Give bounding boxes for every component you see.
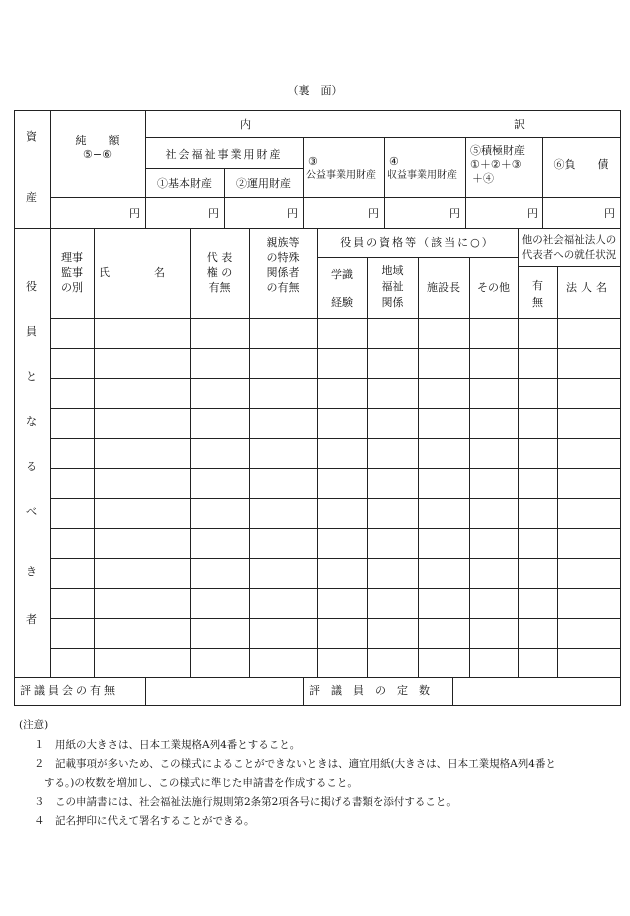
profit-property-label: 収益事業用財産 bbox=[387, 170, 457, 181]
public-property-label: 公益事業用財産 bbox=[306, 170, 376, 181]
assets-label: 資 bbox=[26, 130, 37, 143]
note-2a: ２ 記載事項が多いため、この様式によることができないときは、適宜用紙(大きさは、日本工業規格A列4番と bbox=[34, 758, 556, 770]
officers-char: 役 bbox=[26, 280, 37, 293]
yen-basic: 円 bbox=[208, 207, 219, 220]
col-relative-3: 関係者 bbox=[266, 266, 300, 279]
note-4: ４ 記名押印に代えて署名することができる。 bbox=[34, 815, 255, 827]
breakdown-label-yaku: 訳 bbox=[514, 118, 525, 131]
qual-facility-head: 施設長 bbox=[427, 281, 460, 294]
active-property-label: ⑤積極財産 bbox=[470, 144, 525, 157]
note-1: １ 用紙の大きさは、日本工業規格A列4番とすること。 bbox=[34, 739, 301, 751]
presence-label-1: 有 bbox=[532, 279, 543, 292]
qual-scholar-1: 学識 bbox=[331, 268, 353, 281]
col-rep-3: 有無 bbox=[208, 281, 231, 294]
col-rep-1: 代 表 bbox=[206, 251, 233, 264]
col-relative-2: の特殊 bbox=[266, 251, 300, 264]
councilor-presence-label: 評議員会の有無 bbox=[20, 684, 118, 697]
yen-active: 円 bbox=[527, 207, 538, 220]
note-2b: する。)の枚数を増加し、この様式に準じた申請書を作成すること。 bbox=[44, 777, 358, 789]
side-label: （裏 面） bbox=[287, 84, 343, 97]
col-type-2: 監事 bbox=[61, 266, 83, 279]
net-amount-label: 純 額 bbox=[75, 134, 120, 147]
col-type-1: 理事 bbox=[61, 251, 83, 264]
qual-local-3: 関係 bbox=[381, 296, 404, 309]
active-property-formula-2: ＋④ bbox=[472, 172, 494, 185]
officers-char: と bbox=[26, 370, 37, 383]
corp-name-header: 法人名 bbox=[566, 281, 611, 294]
assets-label-2: 産 bbox=[26, 191, 37, 204]
col-type-3: の別 bbox=[61, 281, 83, 294]
profit-property-number: ④ bbox=[389, 155, 399, 168]
operating-property-label: ②運用財産 bbox=[236, 177, 291, 190]
basic-property-label: ①基本財産 bbox=[157, 177, 212, 190]
net-amount-formula: ⑤−⑥ bbox=[83, 148, 112, 161]
yen-net: 円 bbox=[129, 207, 140, 220]
other-corp-header-2: 代表者への就任状況 bbox=[521, 249, 617, 261]
col-rep-2: 権 の bbox=[206, 266, 233, 279]
councilor-count-label: 評 議 員 の 定 数 bbox=[309, 684, 430, 697]
col-relative-4: の有無 bbox=[266, 281, 300, 294]
note-3: ３ この申請書には、社会福祉法施行規則第2条第2項各号に掲げる書類を添付すること。 bbox=[34, 796, 457, 808]
notes-title: (注意) bbox=[19, 719, 49, 731]
officers-char: き bbox=[26, 565, 37, 578]
other-corp-header-1: 他の社会福祉法人の bbox=[521, 234, 617, 246]
officers-char: べ bbox=[26, 505, 37, 518]
active-property-formula-1: ①＋②＋③ bbox=[470, 158, 522, 171]
presence-label-2: 無 bbox=[532, 296, 543, 309]
yen-profit: 円 bbox=[449, 207, 460, 220]
yen-operating: 円 bbox=[287, 207, 298, 220]
col-qualification-header: 役員の資格等（該当に○） bbox=[340, 236, 495, 249]
qual-local-1: 地域 bbox=[381, 264, 404, 277]
yen-public: 円 bbox=[368, 207, 379, 220]
breakdown-label-uchi: 内 bbox=[240, 118, 251, 131]
officers-char: 員 bbox=[26, 325, 37, 338]
qual-scholar-2: 経験 bbox=[331, 296, 353, 309]
qual-local-2: 福祉 bbox=[381, 280, 404, 293]
liabilities-label: ⑥負 債 bbox=[553, 158, 609, 171]
yen-liabilities: 円 bbox=[604, 207, 615, 220]
officers-char: 者 bbox=[26, 613, 37, 626]
officers-char: る bbox=[26, 460, 37, 473]
qual-other: その他 bbox=[477, 281, 510, 294]
officers-char: な bbox=[26, 415, 37, 428]
col-relative-1: 親族等 bbox=[266, 236, 300, 249]
public-property-number: ③ bbox=[308, 155, 318, 168]
col-name-header: 氏 名 bbox=[99, 266, 165, 279]
welfare-property-label: 社会福祉事業用財産 bbox=[165, 148, 283, 161]
